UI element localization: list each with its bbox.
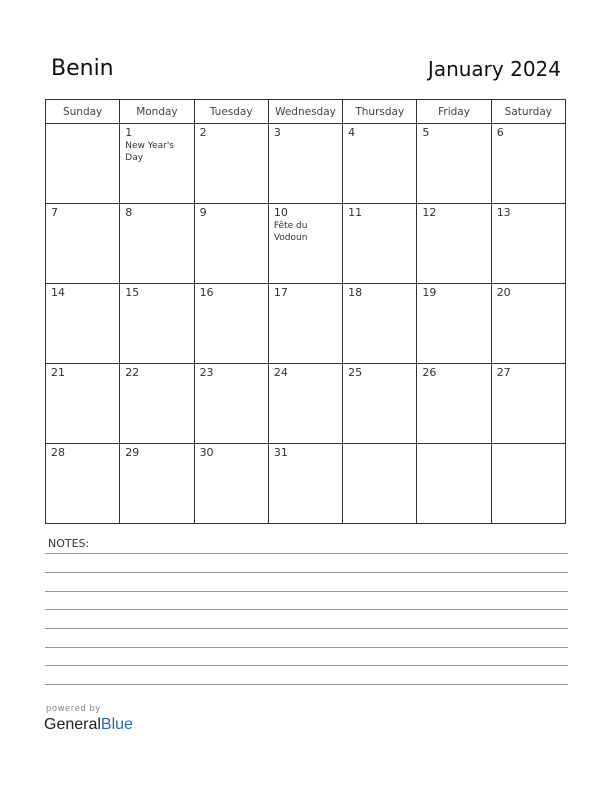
day-cell [120,444,194,524]
notes-line [45,609,568,610]
day-number: 31 [273,446,288,459]
logo-text-general: General [44,716,101,733]
weekday-header: Wednesday [268,100,342,124]
day-cell [417,444,491,524]
powered-by-text: powered by [46,704,101,714]
day-number: 12 [422,206,437,219]
day-number: 29 [125,446,140,459]
day-cell [120,284,194,364]
notes-line [45,591,568,592]
day-cell [46,204,120,284]
day-number: 25 [348,366,363,379]
day-cell [120,204,194,284]
day-number: 16 [199,286,214,299]
day-cell [343,204,417,284]
notes-line [45,572,568,573]
weekday-header: Tuesday [194,100,268,124]
day-number: 4 [348,126,356,139]
day-cell [491,124,565,204]
day-cell [343,444,417,524]
day-number: 17 [273,286,288,299]
notes-line [45,628,568,629]
day-cell [343,364,417,444]
day-number: 1 [125,126,133,139]
day-cell [46,124,120,204]
weekday-header-row [46,100,566,124]
day-cell [268,444,342,524]
week-row [46,204,566,284]
day-cell [491,444,565,524]
day-cell [194,124,268,204]
day-number: 2 [199,126,207,139]
day-number: 24 [273,366,288,379]
notes-line [45,647,568,648]
day-number: 26 [422,366,437,379]
day-cell [268,204,342,284]
day-cell [417,284,491,364]
calendar-grid [45,99,566,524]
day-number: 13 [496,206,511,219]
day-cell [194,444,268,524]
week-row [46,284,566,364]
day-cell [417,364,491,444]
day-number: 10 [273,206,288,219]
weekday-header: Monday [120,100,194,124]
day-number: 6 [496,126,504,139]
weekday-header: Thursday [343,100,417,124]
day-cell [491,204,565,284]
day-cell [194,284,268,364]
day-cell [343,124,417,204]
day-number: 11 [348,206,363,219]
day-number: 15 [125,286,140,299]
day-number: 9 [199,206,207,219]
day-cell [120,124,194,204]
day-cell [491,284,565,364]
week-row [46,124,566,204]
day-cell [268,364,342,444]
notes-line [45,665,568,666]
day-number: 19 [422,286,437,299]
day-cell [268,124,342,204]
weekday-header: Saturday [491,100,565,124]
day-cell [343,284,417,364]
day-cell [194,364,268,444]
weekday-header: Sunday [46,100,120,124]
month-year-title: January 2024 [427,57,561,81]
country-title: Benin [51,56,114,81]
week-row [46,364,566,444]
day-cell [268,284,342,364]
day-cell [46,364,120,444]
day-number: 30 [199,446,214,459]
day-number: 28 [51,446,65,459]
day-cell [46,444,120,524]
day-number: 21 [51,366,65,379]
day-number: 14 [51,286,65,299]
day-cell [194,204,268,284]
day-number: 20 [496,286,511,299]
week-row [46,444,566,524]
day-number: 5 [422,126,430,139]
day-cell [120,364,194,444]
holiday-label: New Year's Day [125,141,174,163]
day-number: 23 [199,366,214,379]
notes-label: NOTES: [48,537,90,550]
generalblue-logo [44,716,133,734]
day-number: 7 [51,206,58,219]
notes-line [45,553,568,554]
day-number: 22 [125,366,140,379]
weekday-header: Friday [417,100,491,124]
day-cell [417,204,491,284]
day-number: 3 [273,126,281,139]
day-cell [46,284,120,364]
day-cell [491,364,565,444]
day-number: 18 [348,286,363,299]
logo-text-blue: Blue [100,716,133,733]
holiday-label: Fête du Vodoun [273,221,308,243]
day-number: 8 [125,206,133,219]
notes-line [45,684,568,685]
day-number: 27 [496,366,511,379]
day-cell [417,124,491,204]
